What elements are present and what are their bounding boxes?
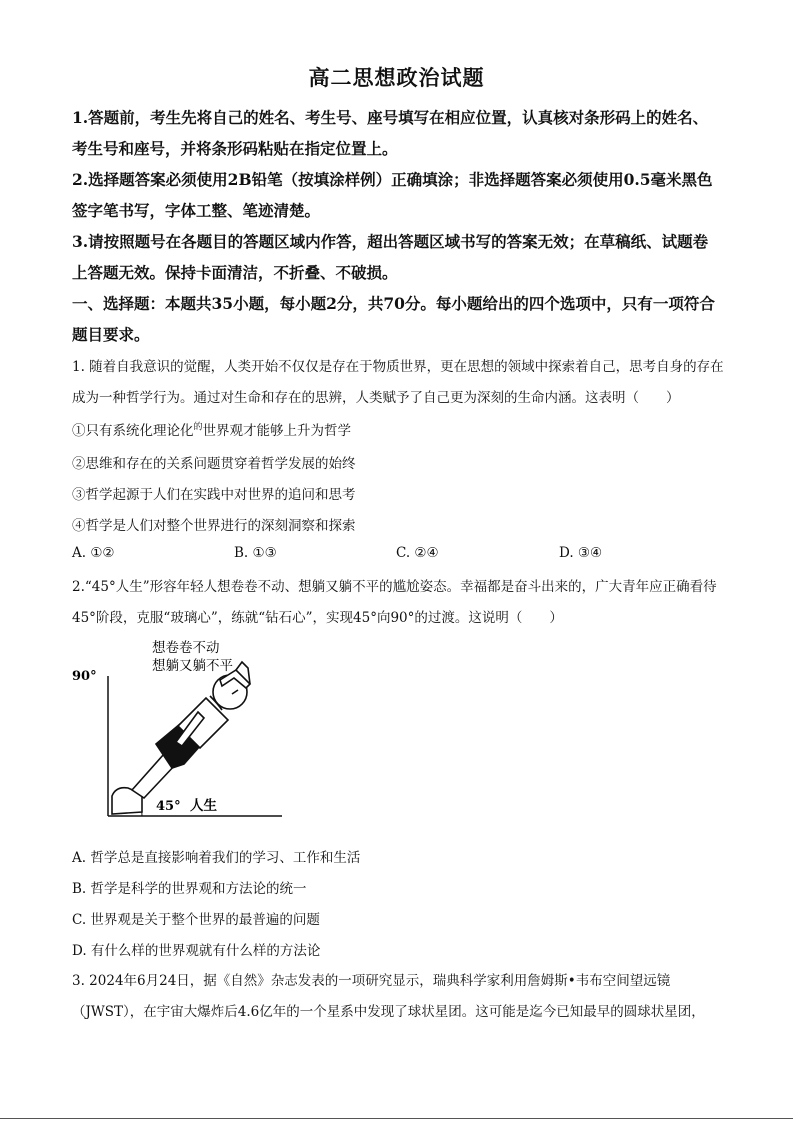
superscript-mark: 的 bbox=[193, 422, 203, 433]
label-90-degree: 90° bbox=[72, 669, 97, 684]
question-1-choice-d: D. ③④ bbox=[559, 545, 603, 561]
question-1-statement-4: ④哲学是人们对整个世界进行的深刻洞察和探索 bbox=[72, 518, 356, 534]
question-2-stem: 2.“45°人生”形容年轻人想卷卷不动、想躺又躺不平的尴尬姿态。幸福都是奋斗出来的，广大青年应正确看待45°阶段，克服“玻璃心”，练就“钻石心”，实现45°向90°的过渡。这说明（ ） bbox=[72, 579, 717, 626]
question-1-statement-1 bbox=[72, 419, 351, 439]
statement-1-part-a: ①只有系统化理论化 bbox=[72, 423, 194, 439]
caption-line-2: 想躺又躺不平 bbox=[152, 658, 233, 674]
question-3-stem: 3. 2024年6月24日，据《自然》杂志发表的一项研究显示，瑞典科学家利用詹姆斯•韦布空间望远镜（JWST），在宇宙大爆炸后4.6亿年的一个星系中发现了球状星团。这可能是迄今已知最早的圆球状星团， bbox=[72, 973, 705, 1020]
statement-1-part-b: 世界观才能够上升为哲学 bbox=[202, 423, 352, 439]
question-1-choice-b: B. ①③ bbox=[234, 545, 277, 561]
question-1-choice-c: C. ②④ bbox=[396, 545, 439, 561]
label-life: 人生 bbox=[190, 798, 217, 814]
question-2-option-d: D. 有什么样的世界观就有什么样的方法论 bbox=[72, 943, 321, 959]
question-1-choice-a: A. ①② bbox=[72, 545, 115, 561]
question-1-statement-3: ③哲学起源于人们在实践中对世界的追问和思考 bbox=[72, 487, 356, 503]
45-degree-life-figure bbox=[72, 636, 292, 826]
question-2-option-c: C. 世界观是关于整个世界的最普遍的问题 bbox=[72, 912, 320, 928]
question-2-option-b: B. 哲学是科学的世界观和方法论的统一 bbox=[72, 881, 307, 897]
page-bottom-divider bbox=[0, 1118, 793, 1119]
question-1-stem: 1. 随着自我意识的觉醒，人类开始不仅仅是存在于物质世界，更在思想的领域中探索着自己，思考自身的存在成为一种哲学行为。通过对生命和存在的思辨，人类赋予了自己更为深刻的生命内涵。这表明（ ） bbox=[72, 359, 724, 406]
page-title: 高二思想政治试题 bbox=[308, 65, 485, 90]
leaning-person-illustration bbox=[112, 662, 250, 814]
instruction-3: 3.请按照题号在各题目的答题区域内作答，超出答题区域书写的答案无效；在草稿纸、试题卷上答题无效。保持卡面清洁，不折叠、不破损。 bbox=[72, 232, 709, 282]
caption-line-1: 想卷卷不动 bbox=[152, 640, 220, 656]
question-2-option-a: A. 哲学总是直接影响着我们的学习、工作和生活 bbox=[72, 850, 361, 866]
question-1-statement-2: ②思维和存在的关系问题贯穿着哲学发展的始终 bbox=[72, 456, 356, 472]
instruction-2: 2.选择题答案必须使用2B铅笔（按填涂样例）正确填涂；非选择题答案必须使用0.5毫米黑色签字笔书写，字体工整、笔迹清楚。 bbox=[72, 170, 713, 220]
instruction-1: 1.答题前，考生先将自己的姓名、考生号、座号填写在相应位置，认真核对条形码上的姓名、考生号和座号，并将条形码粘贴在指定位置上。 bbox=[72, 108, 709, 158]
label-45-degree: 45° bbox=[156, 799, 181, 814]
section-heading: 一、选择题：本题共35小题，每小题2分，共70分。每小题给出的四个选项中，只有一项符合题目要求。 bbox=[72, 294, 715, 344]
